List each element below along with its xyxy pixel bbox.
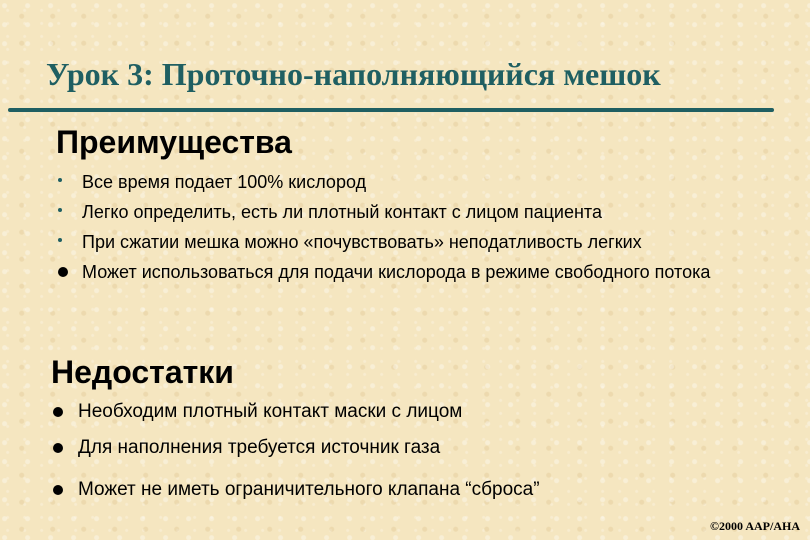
list-item-text: Для наполнения требуется источник газа	[78, 437, 441, 458]
list-item	[51, 436, 771, 460]
disadvantages-heading: Недостатки	[51, 354, 234, 390]
bullet-dot-icon	[58, 238, 62, 242]
bullet-dot-icon	[58, 208, 62, 212]
list-item	[51, 478, 771, 502]
list-item	[56, 230, 776, 254]
slide-title: Урок 3: Проточно-наполняющийся мешок	[46, 56, 661, 92]
list-item	[56, 260, 776, 284]
disadvantages-list	[51, 400, 771, 502]
advantages-list	[56, 170, 776, 290]
bullet-dot-icon	[53, 443, 63, 453]
title-underline	[8, 108, 774, 112]
list-item-text: Может использоваться для подачи кислорода в режиме свободного потока	[82, 262, 711, 282]
copyright-notice: ©2000 AAP/AHA	[710, 519, 800, 533]
bullet-dot-icon	[53, 485, 63, 495]
list-item	[51, 400, 771, 424]
advantages-heading: Преимущества	[56, 124, 292, 160]
list-item-text: При сжатии мешка можно «почувствовать» неподатливость легких	[82, 232, 642, 252]
list-item	[56, 200, 776, 224]
bullet-dot-icon	[53, 407, 63, 417]
list-item	[56, 170, 776, 194]
bullet-dot-icon	[58, 178, 62, 182]
list-item-text: Все время подает 100% кислород	[82, 172, 367, 192]
bullet-dot-icon	[58, 267, 68, 277]
list-item-text: Легко определить, есть ли плотный контакт с лицом пациента	[82, 202, 602, 222]
list-item-text: Может не иметь ограничительного клапана “сброса”	[78, 479, 540, 500]
list-item-text: Необходим плотный контакт маски с лицом	[78, 401, 463, 422]
